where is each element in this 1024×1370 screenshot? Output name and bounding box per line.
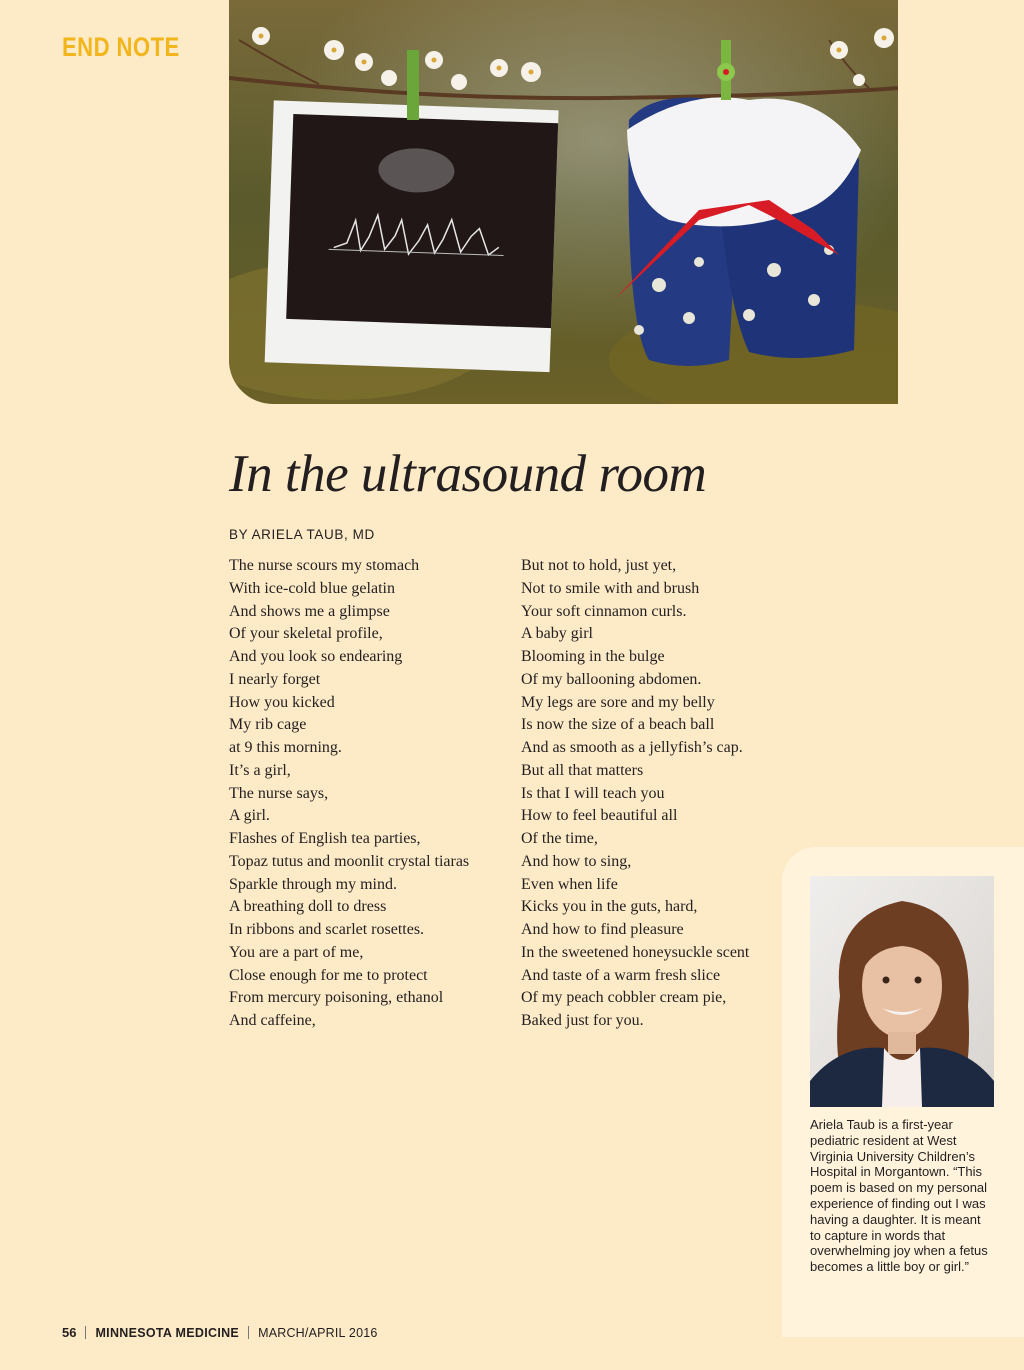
- page-footer: [62, 1325, 378, 1340]
- poem-line: Blooming in the bulge: [521, 648, 665, 665]
- poem-line: Flashes of English tea parties,: [229, 830, 421, 847]
- article-title: In the ultrasound room: [229, 445, 707, 503]
- footer-divider: [85, 1326, 86, 1339]
- poem-line: In the sweetened honeysuckle scent: [521, 943, 750, 961]
- poem-line: From mercury poisoning, ethanol: [229, 989, 444, 1007]
- poem-line: Of my peach cobbler cream pie,: [521, 989, 727, 1007]
- poem-line: I nearly forget: [229, 670, 321, 688]
- poem-line: A breathing doll to dress: [229, 898, 387, 916]
- poem-line: And how to find pleasure: [521, 921, 684, 938]
- poem-line: Close enough for me to protect: [229, 966, 428, 984]
- author-bio: Ariela Taub is a first-year pediatric resident at West Virginia University Children’s Hospital in Morgantown. “This poem is based on my personal experience of finding out I was having a daughter. It is meant to capture in words that overwhelming joy when a fetus becomes a little boy or girl.”: [810, 1117, 988, 1275]
- magazine-name: MINNESOTA MEDICINE: [95, 1325, 240, 1340]
- poem-line: And as smooth as a jellyfish’s cap.: [521, 739, 743, 756]
- poem-line: Your soft cinnamon curls.: [521, 602, 687, 620]
- poem-line: But all that matters: [521, 761, 644, 779]
- poem-line: at 9 this morning.: [229, 739, 342, 756]
- author-photo: [810, 876, 994, 1107]
- poem-line: How you kicked: [229, 693, 335, 711]
- issue-date: MARCH/APRIL 2016: [258, 1325, 378, 1340]
- poem-left-column: [229, 555, 469, 1033]
- poem-right-column: [521, 555, 749, 1033]
- poem-line: Of the time,: [521, 830, 598, 847]
- poem-line: Baked just for you.: [521, 1012, 644, 1029]
- poem-line: The nurse scours my stomach: [229, 557, 420, 574]
- section-tag: END NOTE: [62, 32, 180, 62]
- poem-line: My rib cage: [229, 716, 307, 734]
- poem-line: Even when life: [521, 875, 618, 893]
- poem-line: And you look so endearing: [229, 648, 403, 665]
- hero-photo: [229, 0, 898, 404]
- poem-line: My legs are sore and my belly: [521, 693, 715, 711]
- poem-line: The nurse says,: [229, 784, 329, 802]
- byline: BY ARIELA TAUB, MD: [229, 527, 375, 542]
- poem-line: It’s a girl,: [229, 761, 291, 779]
- poem-line: You are a part of me,: [229, 943, 364, 961]
- poem-line: Of my ballooning abdomen.: [521, 670, 702, 688]
- poem-line: With ice-cold blue gelatin: [229, 579, 395, 597]
- poem-line: And taste of a warm fresh slice: [521, 966, 721, 984]
- poem-line: Kicks you in the guts, hard,: [521, 898, 698, 916]
- poem-line: Not to smile with and brush: [521, 579, 700, 597]
- poem-line: Sparkle through my mind.: [229, 875, 397, 893]
- poem-line: How to feel beautiful all: [521, 807, 678, 825]
- poem-line: Of your skeletal profile,: [229, 625, 383, 643]
- poem-line: In ribbons and scarlet rosettes.: [229, 921, 425, 938]
- poem-line: And shows me a glimpse: [229, 602, 390, 620]
- poem-line: Topaz tutus and moonlit crystal tiaras: [229, 852, 470, 870]
- footer-divider: [248, 1326, 249, 1339]
- poem-line: Is that I will teach you: [521, 784, 665, 802]
- poem-line: And how to sing,: [521, 852, 632, 870]
- page-number: 56: [62, 1325, 77, 1340]
- poem-line: But not to hold, just yet,: [521, 557, 677, 574]
- poem-line: A baby girl: [521, 625, 593, 643]
- poem-line: And caffeine,: [229, 1012, 316, 1029]
- poem-line: A girl.: [229, 807, 270, 825]
- poem-line: Is now the size of a beach ball: [521, 716, 715, 734]
